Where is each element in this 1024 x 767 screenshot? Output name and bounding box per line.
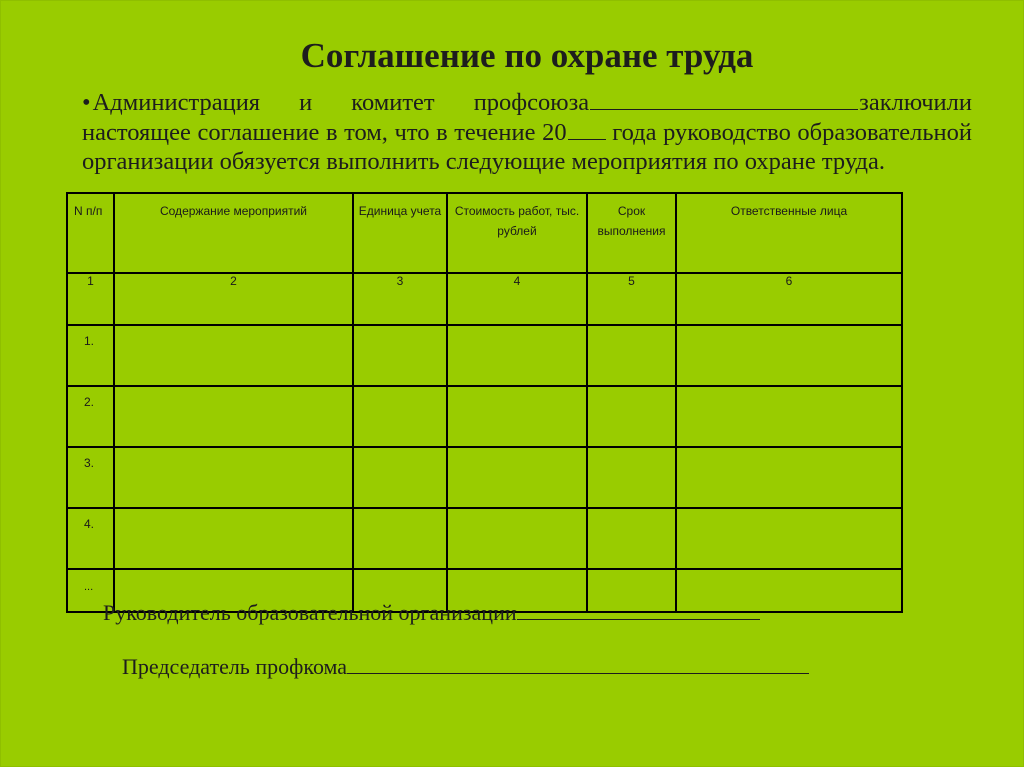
year-blank[interactable] xyxy=(568,117,606,140)
chair-signature-line xyxy=(122,651,809,681)
content-cell[interactable] xyxy=(114,508,353,569)
page-title: Соглашение по охране труда xyxy=(300,36,754,75)
unit-cell[interactable] xyxy=(353,447,447,508)
deadline-cell[interactable] xyxy=(587,508,676,569)
table-header-row xyxy=(67,193,902,273)
head-signature-blank[interactable] xyxy=(517,597,760,620)
index-cell: 2 xyxy=(114,273,353,325)
deadline-cell[interactable] xyxy=(587,386,676,447)
content-cell[interactable] xyxy=(114,325,353,386)
union-name-blank[interactable] xyxy=(590,87,858,110)
cost-cell[interactable] xyxy=(447,447,587,508)
cost-cell[interactable] xyxy=(447,325,587,386)
table-row xyxy=(67,386,902,447)
column-index-row xyxy=(67,273,902,325)
content-cell[interactable] xyxy=(114,447,353,508)
index-cell: 3 xyxy=(353,273,447,325)
chair-signature-blank[interactable] xyxy=(347,651,809,674)
row-number: 1. xyxy=(67,325,114,386)
table-row xyxy=(67,325,902,386)
intro-text-part1: Администрация и комитет профсоюза xyxy=(92,89,590,116)
table-row xyxy=(67,447,902,508)
responsible-cell[interactable] xyxy=(676,325,902,386)
header-deadline: Срок выполнения xyxy=(587,193,676,273)
index-cell: 5 xyxy=(587,273,676,325)
row-number: 2. xyxy=(67,386,114,447)
header-cost: Стоимость работ, тыс. рублей xyxy=(447,193,587,273)
row-number: 3. xyxy=(67,447,114,508)
bullet-marker: • xyxy=(82,89,91,116)
row-number: ... xyxy=(67,569,114,612)
unit-cell[interactable] xyxy=(353,386,447,447)
head-signature-line xyxy=(103,597,760,627)
index-cell: 6 xyxy=(676,273,902,325)
responsible-cell[interactable] xyxy=(676,508,902,569)
cost-cell[interactable] xyxy=(447,508,587,569)
deadline-cell[interactable] xyxy=(587,325,676,386)
intro-text-part2: заключили настоящее соглашение в том, что в течение 20 xyxy=(82,89,972,146)
head-signature-label: Руководитель образовательной организации xyxy=(103,600,517,625)
index-cell: 4 xyxy=(447,273,587,325)
unit-cell[interactable] xyxy=(353,325,447,386)
index-cell: 1 xyxy=(67,273,114,325)
deadline-cell[interactable] xyxy=(587,447,676,508)
unit-cell[interactable] xyxy=(353,508,447,569)
intro-paragraph xyxy=(82,87,972,176)
measures-table xyxy=(66,192,903,613)
content-cell[interactable] xyxy=(114,386,353,447)
header-responsible: Ответственные лица xyxy=(676,193,902,273)
responsible-cell[interactable] xyxy=(676,447,902,508)
row-number: 4. xyxy=(67,508,114,569)
chair-signature-label: Председатель профкома xyxy=(122,654,348,679)
header-content: Содержание мероприятий xyxy=(114,193,353,273)
cost-cell[interactable] xyxy=(447,386,587,447)
table-row xyxy=(67,508,902,569)
intro-text-part3: года руководство образовательной организации обязуется выполнить следующие мероприятия по охране труда. xyxy=(82,119,972,175)
responsible-cell[interactable] xyxy=(676,386,902,447)
header-unit: Единица учета xyxy=(353,193,447,273)
header-number: N п/п xyxy=(67,193,114,273)
